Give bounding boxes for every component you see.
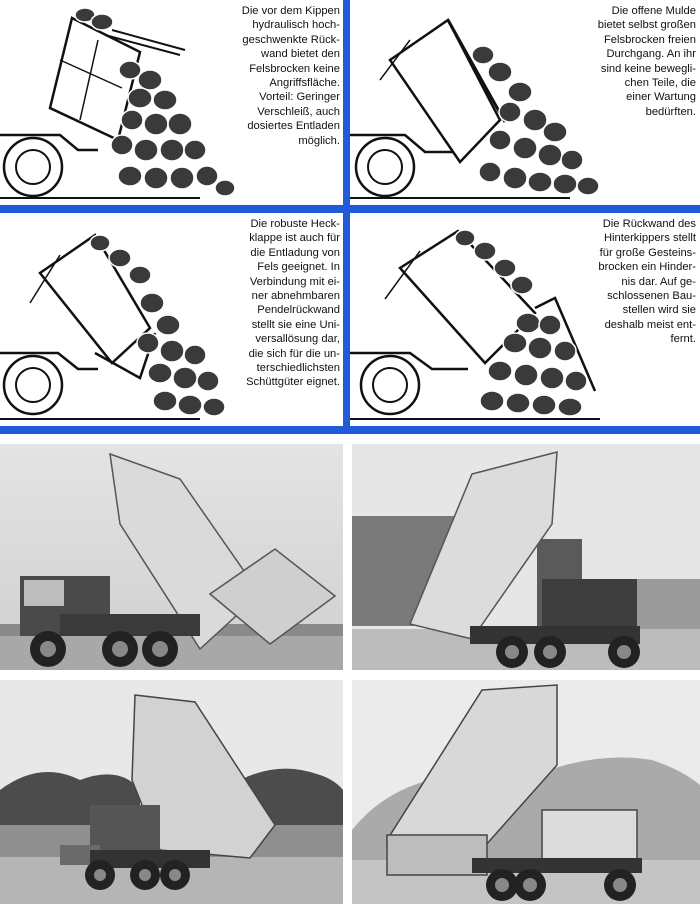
caption-tailgate: Die robuste Heck- klappe ist auch für die Entladung von Fels geeignet. In Verbindung mit ei- ner abnehmbaren Pendelrückwand stellt sie eine Uni- versallösung dar, die sich für die un- terschiedlichsten Schüttgüter eignet. — [246, 218, 340, 389]
diagram-panel-tailgate — [0, 213, 343, 426]
photo-tipper-truck-3 — [0, 680, 343, 904]
caption-tailgate-raised: Die vor dem Kippen hydraulisch hoch- geschwenkte Rück- wand bietet den Felsbrocken keine Angriffsfläche. Vorteil: Geringer Verschleiß, auch dosiertes Entladen möglich. — [241, 5, 340, 147]
caption-rear-wall: Die Rückwand des Hinterkippers stellt für große Gesteins- brocken ein Hinder- nis dar. Auf ge- schlossenen Bau- stellen wird sie deshalb meist ent- fernt. — [598, 218, 696, 346]
photo-tipper-truck-1 — [0, 444, 343, 670]
tipper-truck-photo-icon — [0, 680, 343, 904]
photo-tipper-truck-4 — [352, 680, 700, 904]
tipper-truck-photo-icon — [352, 444, 700, 670]
diagram-panel-open-body — [350, 0, 700, 205]
diagram-panel-tailgate-raised — [0, 0, 343, 205]
diagram-panel-rear-wall — [350, 213, 700, 426]
caption-open-body: Die offene Mulde bietet selbst großen Felsbrocken freien Durchgang. An ihr sind keine bewegli- chen Teile, die einer Wartung bedürften. — [597, 5, 696, 118]
tipper-truck-photo-icon — [352, 680, 700, 904]
photo-tipper-truck-2 — [352, 444, 700, 670]
tipper-truck-photo-icon — [0, 444, 343, 670]
